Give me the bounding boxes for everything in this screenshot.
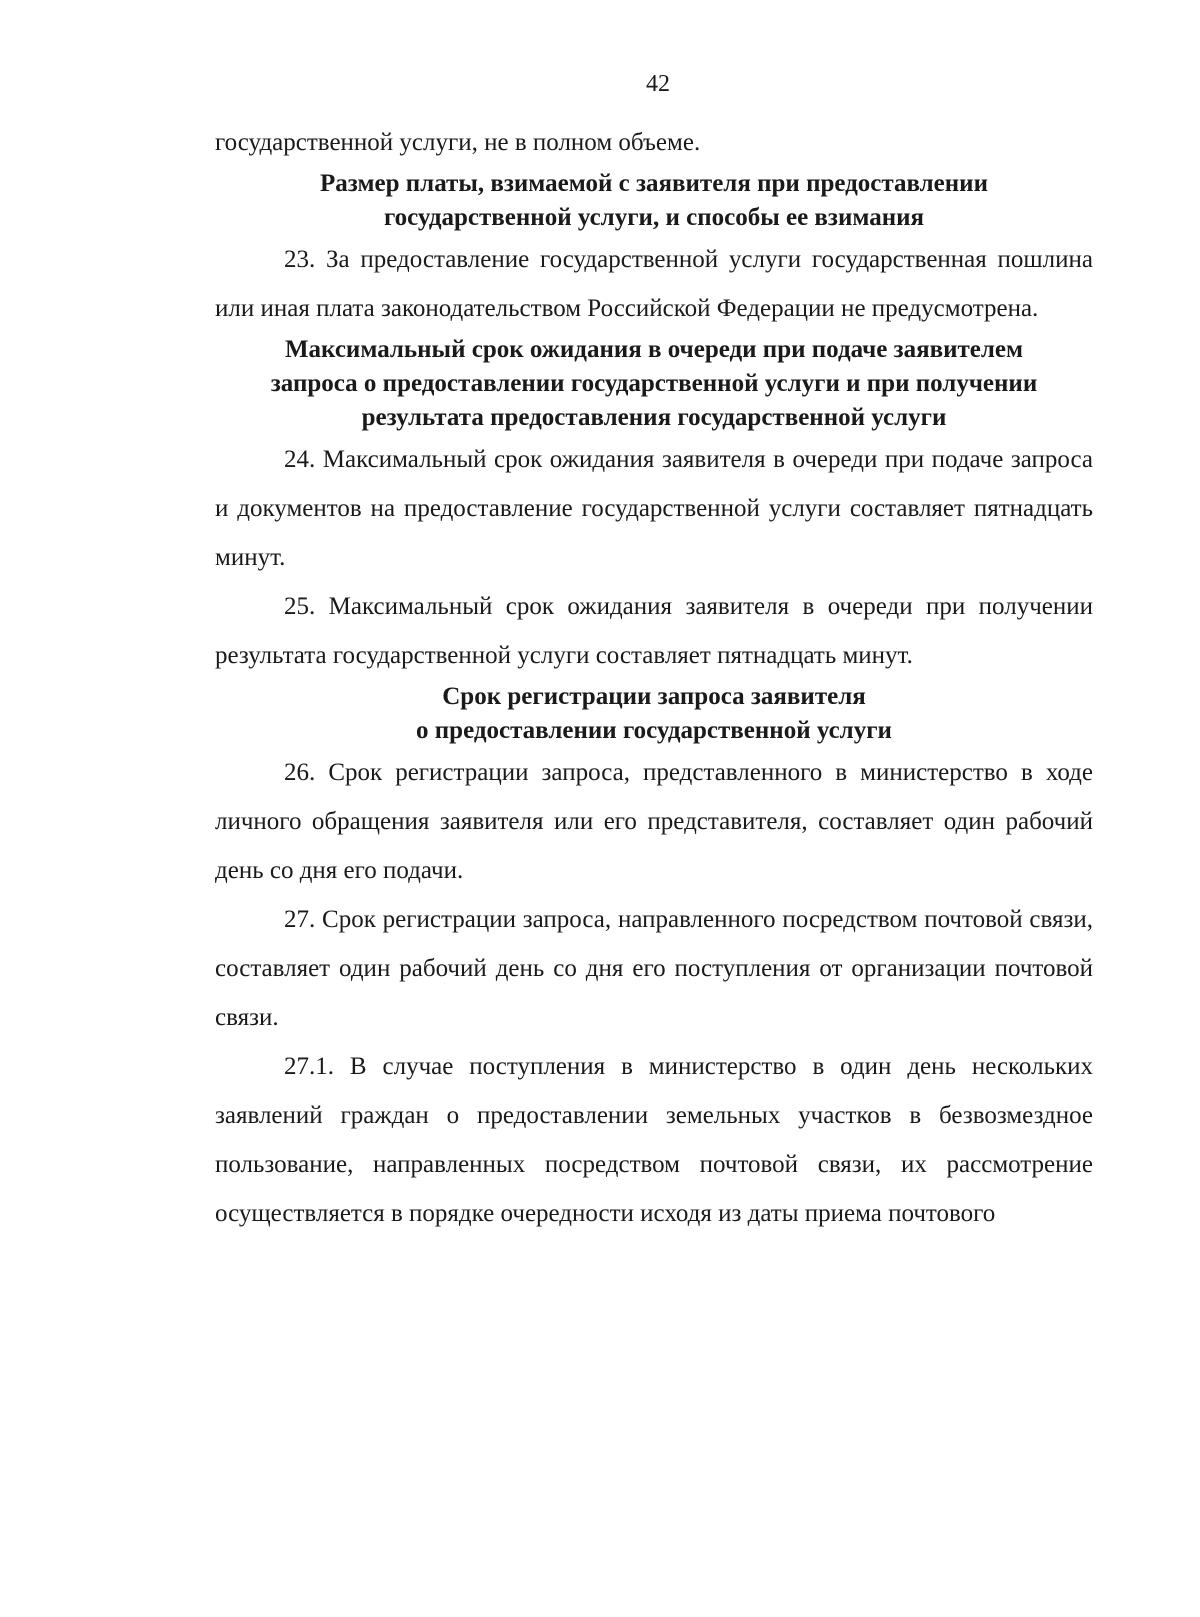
paragraph-23: 23. За предоставление государственной услуги государственная пошлина или иная плата законодательством Российской Федерации не предусмотрена. bbox=[215, 246, 1093, 322]
section-heading-fee bbox=[215, 167, 1093, 235]
lead-paragraph: государственной услуги, не в полном объеме. bbox=[215, 129, 701, 156]
section-heading-registration bbox=[215, 680, 1093, 748]
section-heading-queue-wait bbox=[215, 333, 1093, 435]
paragraph-27-1: 27.1. В случае поступления в министерство в один день нескольких заявлений граждан о предоставлении земельных участков в безвозмездное пользование, направленных посредством почтовой связи, их рассмотрение осуществляется в порядке очередности исходя из даты приема почтового bbox=[215, 1053, 1093, 1227]
heading-line: о предоставлении государственной услуги bbox=[416, 717, 892, 744]
heading-line: Максимальный срок ожидания в очереди при подаче заявителем bbox=[284, 336, 1024, 363]
paragraph-26: 26. Срок регистрации запроса, представленного в министерство в ходе личного обращения заявителя или его представителя, составляет один рабочий день со дня его подачи. bbox=[215, 759, 1093, 884]
heading-line: Размер платы, взимаемой с заявителя при предоставлении bbox=[320, 170, 988, 197]
heading-line: запроса о предоставлении государственной услуги и при получении bbox=[270, 370, 1038, 397]
heading-line: результата предоставления государственной услуги bbox=[361, 404, 947, 431]
paragraph-27: 27. Срок регистрации запроса, направленного посредством почтовой связи, составляет один рабочий день со дня его поступления от организации почтовой связи. bbox=[215, 906, 1093, 1031]
document-body bbox=[215, 118, 1093, 1238]
paragraph-25: 25. Максимальный срок ожидания заявителя в очереди при получении результата государственной услуги составляет пятнадцать минут. bbox=[215, 593, 1093, 669]
heading-line: Срок регистрации запроса заявителя bbox=[442, 683, 866, 710]
paragraph-24: 24. Максимальный срок ожидания заявителя в очереди при подаче запроса и документов на предоставление государственной услуги составляет пятнадцать минут. bbox=[215, 446, 1093, 571]
page-number: 42 bbox=[646, 71, 670, 97]
heading-line: государственной услуги, и способы ее взимания bbox=[383, 204, 925, 231]
